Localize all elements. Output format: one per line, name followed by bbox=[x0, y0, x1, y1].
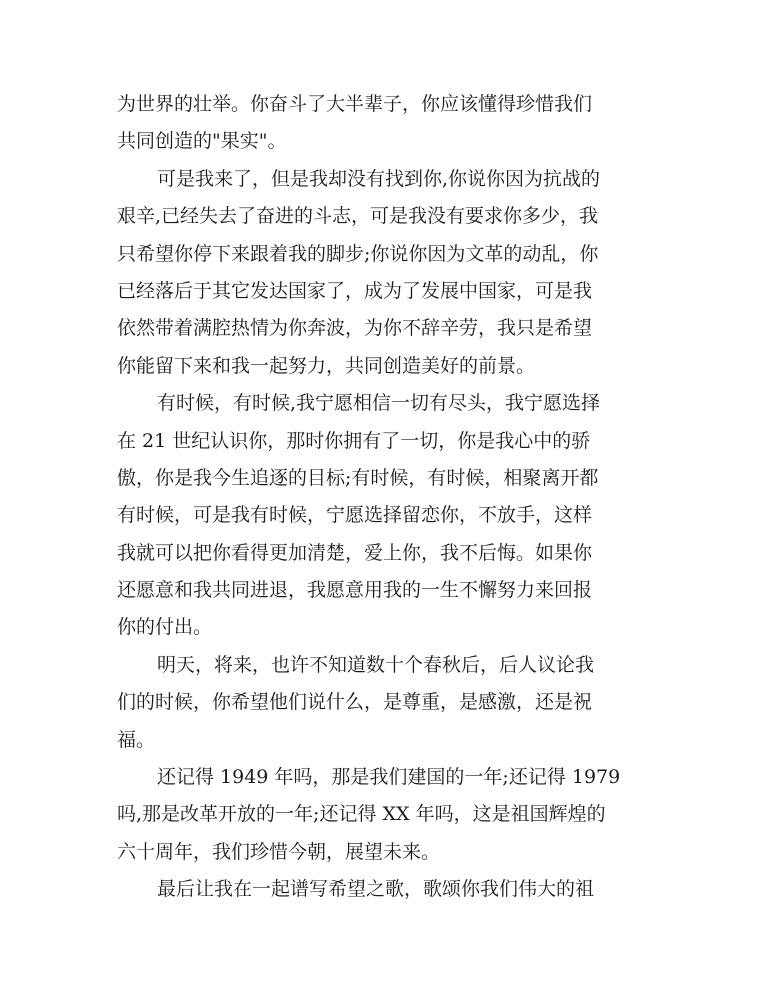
text-line: 有时候，有时候,我宁愿相信一切有尽头，我宁愿选择 bbox=[157, 392, 601, 415]
text-line: 们的时候，你希望他们说什么，是尊重，是感激，还是祝 bbox=[117, 691, 593, 714]
text-line: 你能留下来和我一起努力，共同创造美好的前景。 bbox=[117, 354, 536, 377]
text-line: 明天，将来，也许不知道数十个春秋后，后人议论我 bbox=[157, 653, 595, 676]
document-body bbox=[117, 86, 657, 909]
text-line: 依然带着满腔热情为你奔波，为你不辞辛劳，我只是希望 bbox=[117, 317, 593, 340]
text-line: 可是我来了，但是我却没有找到你,你说你因为抗战的 bbox=[157, 167, 601, 190]
text-line: 最后让我在一起谱写希望之歌，歌颂你我们伟大的祖 bbox=[157, 878, 595, 901]
text-line: 你的付出。 bbox=[117, 616, 213, 639]
text-line: 还愿意和我共同进退，我愿意用我的一生不懈努力来回报 bbox=[117, 579, 593, 602]
text-line: 共同创造的"果实"。 bbox=[117, 130, 287, 153]
text-line: 我就可以把你看得更加清楚，爱上你，我不后悔。如果你 bbox=[117, 541, 593, 564]
paragraph bbox=[117, 647, 657, 759]
text-line: 艰辛,已经失去了奋进的斗志，可是我没有要求你多少，我 bbox=[117, 205, 599, 228]
text-line: 吗,那是改革开放的一年;还记得 XX 年吗，这是祖国辉煌的 bbox=[117, 803, 606, 826]
text-line: 只希望你停下来跟着我的脚步;你说你因为文革的动乱，你 bbox=[117, 242, 599, 265]
paragraph bbox=[117, 871, 657, 908]
paragraph bbox=[117, 759, 657, 871]
text-line: 有时候，可是我有时候，宁愿选择留恋你，不放手，这样 bbox=[117, 504, 593, 527]
paragraph bbox=[117, 161, 657, 385]
text-line: 还记得 1949 年吗，那是我们建国的一年;还记得 1979 bbox=[157, 766, 621, 789]
text-line: 傲，你是我今生追逐的目标;有时候，有时候，相聚离开都 bbox=[117, 466, 599, 489]
text-line: 在 21 世纪认识你，那时你拥有了一切，你是我心中的骄 bbox=[117, 429, 591, 452]
paragraph bbox=[117, 86, 657, 161]
text-line: 为世界的壮举。你奋斗了大半辈子，你应该懂得珍惜我们 bbox=[117, 93, 593, 115]
text-line: 福。 bbox=[117, 728, 156, 751]
text-line: 六十周年，我们珍惜今朝，展望未来。 bbox=[117, 840, 441, 863]
text-line: 已经落后于其它发达国家了，成为了发展中国家，可是我 bbox=[117, 279, 593, 302]
paragraph bbox=[117, 385, 657, 647]
